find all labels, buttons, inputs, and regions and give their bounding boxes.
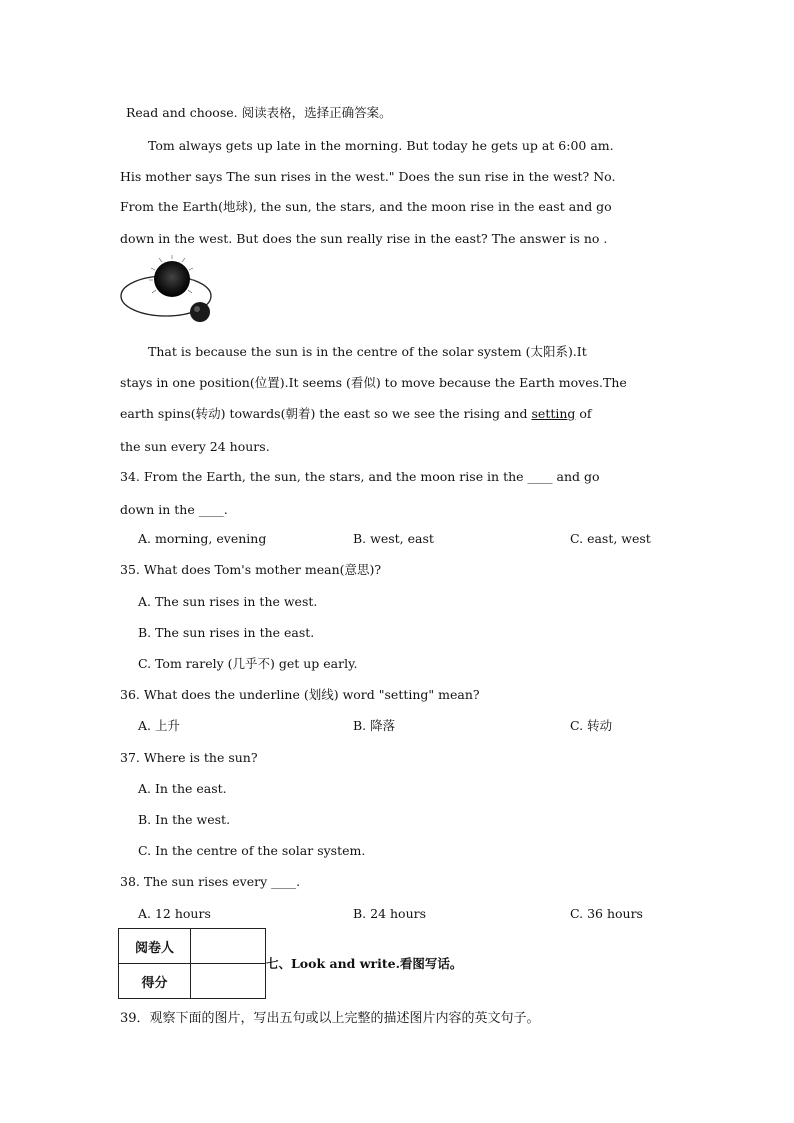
reviewer-label: 阅卷人: [119, 929, 191, 964]
passage-line: the sun every 24 hours.: [120, 439, 270, 454]
passage-line: His mother says The sun rises in the west." Does the sun rise in the west? No.: [120, 169, 616, 184]
sun-earth-orbit-illustration: [118, 255, 220, 327]
sun-icon: [154, 261, 190, 297]
option-c[interactable]: C. 转动: [570, 718, 613, 733]
question-stem: 39．观察下面的图片，写出五句或以上完整的描述图片内容的英文句子。: [120, 1011, 540, 1026]
passage-line: down in the west. But does the sun really rise in the east? The answer is no .: [120, 231, 608, 246]
option-b[interactable]: B. In the west.: [138, 812, 231, 827]
option-c[interactable]: C. In the centre of the solar system.: [138, 843, 366, 858]
question-stem: 37. Where is the sun?: [120, 750, 258, 765]
question-stem: down in the ____.: [120, 502, 228, 517]
section-title: 七、Look and write.看图写话。: [266, 956, 463, 971]
score-label: 得分: [119, 964, 191, 999]
option-a[interactable]: A. morning, evening: [138, 531, 267, 546]
option-a[interactable]: A. 12 hours: [138, 906, 211, 921]
score-table: [118, 928, 266, 999]
passage-line: From the Earth(地球), the sun, the stars, and the moon rise in the east and go: [120, 199, 612, 214]
option-c[interactable]: C. 36 hours: [570, 906, 643, 921]
section-instruction: Read and choose. 阅读表格，选择正确答案。: [126, 105, 392, 120]
option-a[interactable]: A. The sun rises in the west.: [138, 594, 318, 609]
score-cell[interactable]: [191, 964, 266, 999]
option-a[interactable]: A. In the east.: [138, 781, 227, 796]
earth-icon: [190, 302, 210, 322]
option-b[interactable]: B. west, east: [353, 531, 434, 546]
question-stem: 34. From the Earth, the sun, the stars, and the moon rise in the ____ and go: [120, 469, 600, 484]
question-stem: 38. The sun rises every ____.: [120, 874, 301, 889]
reviewer-cell[interactable]: [191, 929, 266, 964]
option-b[interactable]: B. The sun rises in the east.: [138, 625, 315, 640]
option-c[interactable]: C. Tom rarely (几乎不) get up early.: [138, 656, 358, 671]
passage-line: earth spins(转动) towards(朝着) the east so we see the rising and setting of: [120, 406, 592, 421]
question-stem: 36. What does the underline (划线) word "setting" mean?: [120, 687, 480, 702]
option-c[interactable]: C. east, west: [570, 531, 651, 546]
passage-line: That is because the sun is in the centre of the solar system (太阳系).It: [148, 344, 587, 359]
passage-line: Tom always gets up late in the morning. But today he gets up at 6:00 am.: [148, 138, 614, 153]
option-a[interactable]: A. 上升: [138, 718, 180, 733]
passage-line: stays in one position(位置).It seems (看似) to move because the Earth moves.The: [120, 375, 627, 390]
question-stem: 35. What does Tom's mother mean(意思)?: [120, 562, 382, 577]
underlined-word: setting: [531, 406, 576, 421]
option-b[interactable]: B. 降落: [353, 718, 396, 733]
option-b[interactable]: B. 24 hours: [353, 906, 427, 921]
